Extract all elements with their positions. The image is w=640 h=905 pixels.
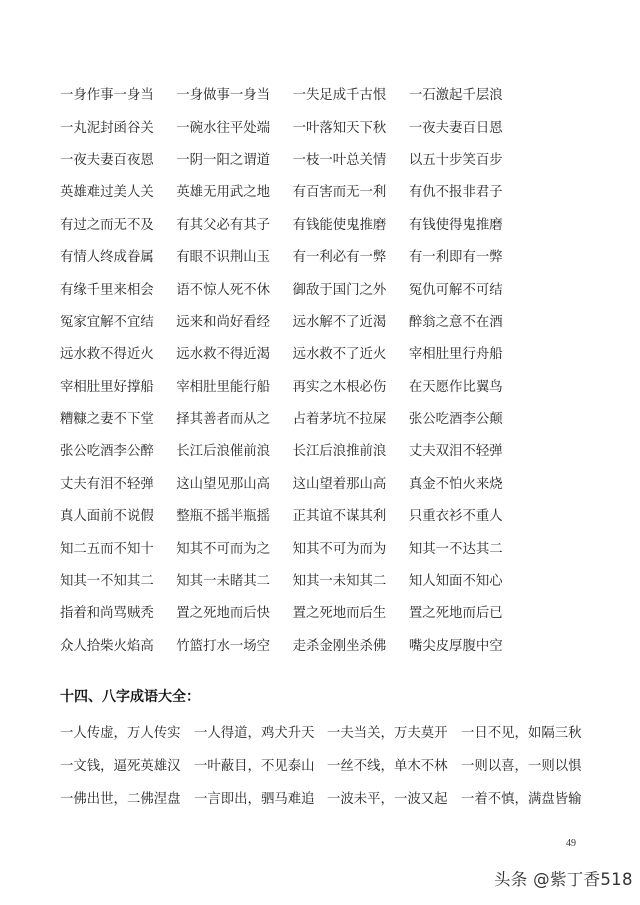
idiom: 远来和尚好看经	[176, 314, 271, 330]
idiom: 正其谊不谋其利	[292, 509, 387, 525]
idiom: 英雄难过美人关	[60, 185, 154, 201]
idiom: 有钱能使鬼推磨	[292, 217, 387, 233]
idiom-row	[60, 145, 525, 177]
idiom: 英雄无用武之地	[176, 185, 271, 201]
idiom: 一身做事一身当	[176, 88, 271, 104]
idiom-row	[60, 210, 525, 242]
idiom: 知其一未知其二	[292, 574, 387, 590]
idiom: 张公吃酒李公颠	[408, 412, 503, 428]
idiom: 语不惊人死不休	[176, 282, 271, 298]
seven-char-idiom-grid	[60, 80, 525, 663]
idiom: 远水解不了近渴	[292, 314, 387, 330]
idiom-row	[60, 307, 525, 339]
idiom: 远水救不得近渴	[176, 347, 271, 363]
idiom: 知二五而不知十	[60, 541, 154, 557]
idiom: 一着不慎，满盘皆输	[461, 791, 582, 807]
idiom: 一叶蔽目，不见泰山	[194, 758, 315, 774]
idiom: 有百害而无一利	[292, 185, 387, 201]
idiom: 宰相肚里能行船	[176, 379, 271, 395]
watermark: 头条 @紫丁香518	[494, 870, 633, 889]
idiom-row	[60, 436, 525, 468]
idiom: 整瓶不摇半瓶摇	[176, 509, 271, 525]
idiom: 这山望着那山高	[292, 476, 387, 492]
idiom-row	[60, 750, 595, 783]
idiom: 宰相肚里行舟船	[408, 347, 503, 363]
idiom: 一言即出，驷马难追	[194, 791, 315, 807]
idiom: 一佛出世，二佛涅盘	[60, 791, 181, 807]
idiom: 走杀金刚坐杀佛	[292, 638, 387, 654]
idiom-row	[60, 501, 525, 533]
idiom: 有仇不报非君子	[408, 185, 503, 201]
idiom-row	[60, 242, 525, 274]
idiom: 置之死地而后快	[176, 606, 271, 622]
idiom: 占着茅坑不拉屎	[292, 412, 387, 428]
idiom: 糟糠之妻不下堂	[60, 412, 154, 428]
idiom: 一夜夫妻百日恩	[408, 120, 503, 136]
idiom: 一丸泥封函谷关	[60, 120, 154, 136]
idiom: 众人拾柴火焰高	[60, 638, 154, 654]
idiom: 一文钱，逼死英雄汉	[60, 758, 181, 774]
idiom: 有钱使得鬼推磨	[408, 217, 503, 233]
idiom: 有其父必有其子	[176, 217, 271, 233]
idiom: 一波未平，一波又起	[327, 791, 448, 807]
idiom: 知人知面不知心	[408, 574, 503, 590]
idiom: 远水救不得近火	[60, 347, 154, 363]
idiom: 冤家宜解不宜结	[60, 314, 154, 330]
idiom: 一丝不线，单木不林	[327, 758, 448, 774]
idiom: 一身作事一身当	[60, 88, 154, 104]
idiom: 御敌于国门之外	[292, 282, 387, 298]
idiom: 一则以喜，一则以惧	[461, 758, 582, 774]
idiom-row	[60, 339, 525, 371]
idiom: 真人面前不说假	[60, 509, 154, 525]
idiom: 在天愿作比翼鸟	[408, 379, 503, 395]
idiom: 知其不可为而为	[292, 541, 387, 557]
idiom-row	[60, 177, 525, 209]
idiom: 指着和尚骂贼秃	[60, 606, 154, 622]
idiom: 醉翁之意不在酒	[408, 314, 503, 330]
idiom: 有情人终成眷属	[60, 250, 154, 266]
idiom: 一碗水往平处端	[176, 120, 271, 136]
idiom: 置之死地而后生	[292, 606, 387, 622]
idiom: 有一利即有一弊	[408, 250, 503, 266]
idiom: 一日不见，如隔三秋	[461, 725, 582, 741]
idiom: 张公吃酒李公醉	[60, 444, 154, 460]
idiom-row	[60, 469, 525, 501]
idiom: 知其一不知其二	[60, 574, 154, 590]
idiom: 宰相肚里好撑船	[60, 379, 154, 395]
idiom: 一石激起千层浪	[408, 88, 503, 104]
idiom: 冤仇可解不可结	[408, 282, 503, 298]
idiom-row	[60, 783, 595, 816]
idiom: 这山望见那山高	[176, 476, 271, 492]
idiom: 只重衣衫不重人	[408, 509, 503, 525]
idiom: 有过之而无不及	[60, 217, 154, 233]
idiom: 丈夫有泪不轻弹	[60, 476, 154, 492]
idiom: 有缘千里来相会	[60, 282, 154, 298]
idiom-row	[60, 112, 525, 144]
page-number: 49	[566, 838, 576, 849]
idiom: 远水救不了近火	[292, 347, 387, 363]
idiom: 嘴尖皮厚腹中空	[408, 638, 503, 654]
idiom-row	[60, 566, 525, 598]
idiom: 择其善者而从之	[176, 412, 271, 428]
idiom-row	[60, 631, 525, 663]
idiom: 以五十步笑百步	[408, 152, 503, 168]
idiom: 置之死地而后已	[408, 606, 503, 622]
idiom: 真金不怕火来烧	[408, 476, 503, 492]
idiom-row	[60, 598, 525, 630]
idiom: 知其不可而为之	[176, 541, 271, 557]
section-heading: 十四、八字成语大全：	[60, 689, 200, 705]
idiom: 丈夫双泪不轻弹	[408, 444, 503, 460]
idiom: 一失足成千古恨	[292, 88, 387, 104]
idiom: 一阴一阳之谓道	[176, 152, 271, 168]
idiom: 知其一不达其二	[408, 541, 503, 557]
idiom-row	[60, 404, 525, 436]
idiom: 知其一未睹其二	[176, 574, 271, 590]
idiom: 长江后浪推前浪	[292, 444, 387, 460]
idiom-row	[60, 533, 525, 565]
idiom: 一人得道，鸡犬升天	[194, 725, 315, 741]
idiom: 一枝一叶总关情	[292, 152, 387, 168]
idiom: 有眼不识荆山玉	[176, 250, 271, 266]
idiom-row	[60, 717, 595, 750]
idiom: 一夜夫妻百夜恩	[60, 152, 154, 168]
idiom: 一夫当关，万夫莫开	[327, 725, 448, 741]
idiom-row	[60, 80, 525, 112]
eight-char-idiom-grid	[60, 717, 595, 816]
idiom: 竹篮打水一场空	[176, 638, 271, 654]
idiom-row	[60, 372, 525, 404]
idiom: 长江后浪催前浪	[176, 444, 271, 460]
idiom: 有一利必有一弊	[292, 250, 387, 266]
idiom-row	[60, 274, 525, 306]
idiom: 一叶落知天下秋	[292, 120, 387, 136]
idiom: 一人传虚，万人传实	[60, 725, 181, 741]
idiom: 再实之木根必伤	[292, 379, 387, 395]
